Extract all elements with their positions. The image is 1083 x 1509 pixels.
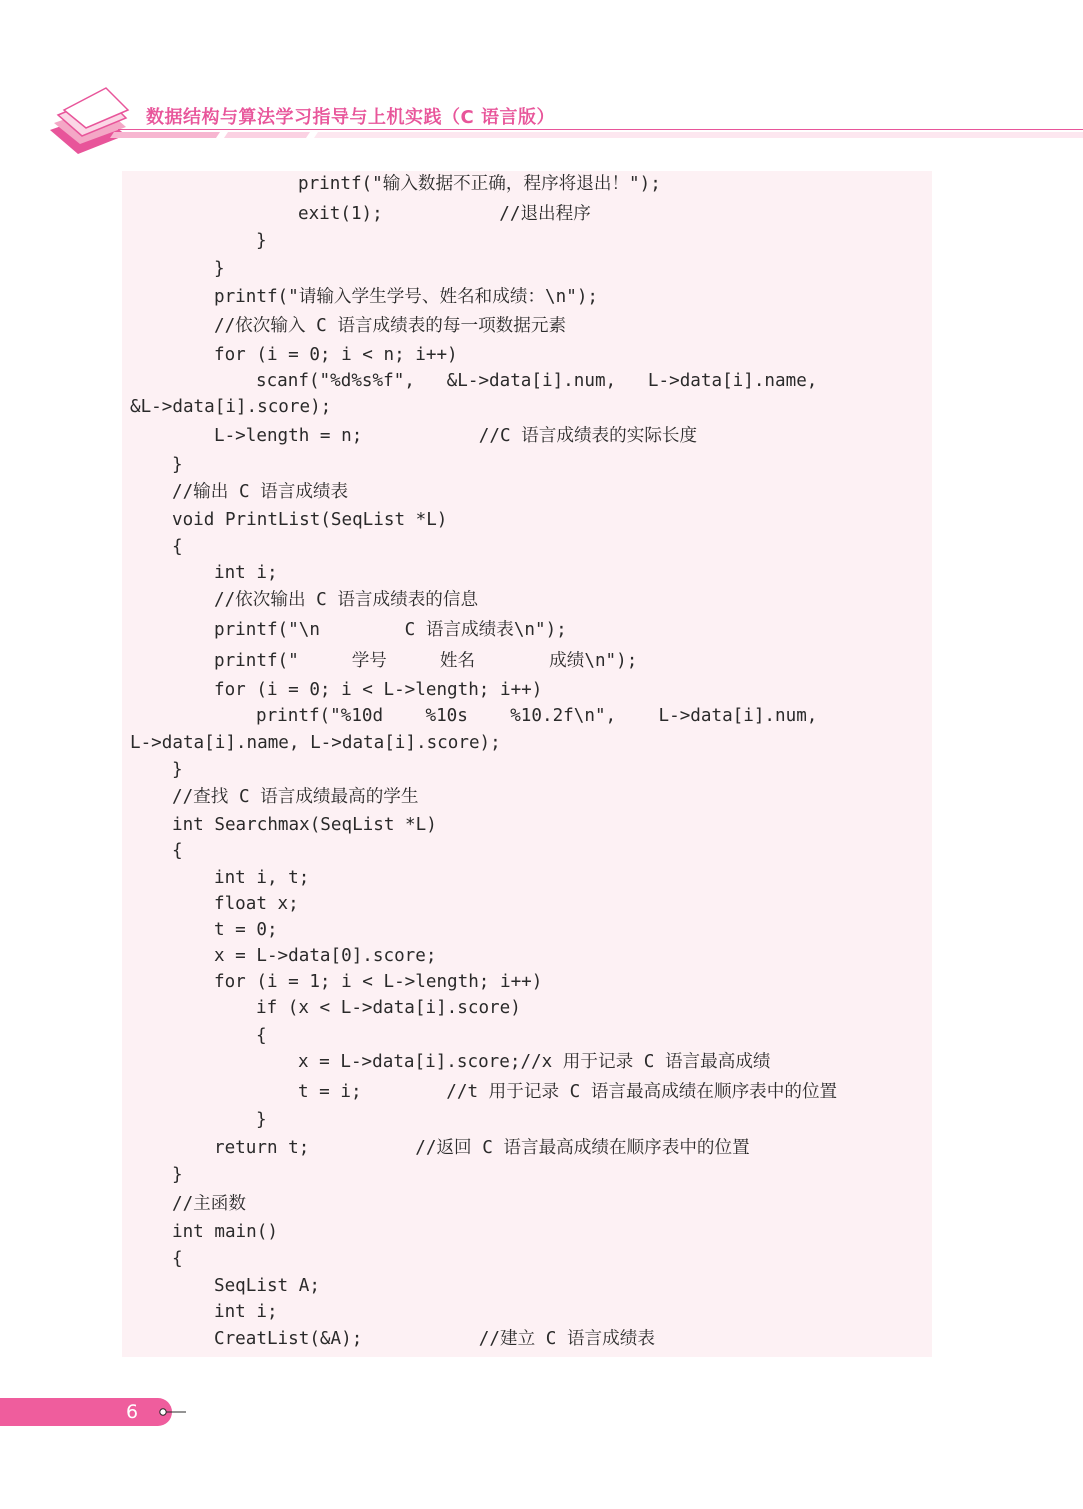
code-line: float x; bbox=[214, 894, 299, 914]
code-line: t = 0; bbox=[214, 920, 278, 940]
running-header bbox=[0, 80, 1083, 160]
book-title: 数据结构与算法学习指导与上机实践（C 语言版） bbox=[146, 107, 555, 128]
code-line: t = i; //t 用于记录 C 语言最高成绩在顺序表中的位置 bbox=[298, 1082, 838, 1102]
code-line: { bbox=[172, 1249, 183, 1269]
code-line: { bbox=[172, 841, 183, 861]
code-line: printf("\n C 语言成绩表\n"); bbox=[214, 620, 567, 640]
code-line: //主函数 bbox=[172, 1194, 246, 1214]
code-line: int main() bbox=[172, 1222, 278, 1242]
code-line: x = L->data[i].score;//x 用于记录 C 语言最高成绩 bbox=[298, 1052, 771, 1072]
code-line: return t; //返回 C 语言最高成绩在顺序表中的位置 bbox=[214, 1138, 750, 1158]
code-line: CreatList(&A); //建立 C 语言成绩表 bbox=[214, 1329, 655, 1349]
code-line: } bbox=[172, 455, 183, 475]
code-line: int Searchmax(SeqList *L) bbox=[172, 815, 437, 835]
code-line: //依次输出 C 语言成绩表的信息 bbox=[214, 590, 479, 610]
code-line: scanf("%d%s%f", &L->data[i].num, L->data[i].name, bbox=[256, 371, 818, 391]
code-line: int i, t; bbox=[214, 868, 310, 888]
code-line: L->data[i].name, L->data[i].score); bbox=[130, 733, 501, 753]
code-line: int i; bbox=[214, 1302, 278, 1322]
code-line: &L->data[i].score); bbox=[130, 397, 332, 417]
code-line: L->length = n; //C 语言成绩表的实际长度 bbox=[214, 426, 698, 446]
code-line: for (i = 0; i < n; i++) bbox=[214, 345, 458, 365]
code-line: for (i = 0; i < L->length; i++) bbox=[214, 680, 543, 700]
code-line: printf("%10d %10s %10.2f\n", L->data[i].num, bbox=[256, 706, 818, 726]
code-line: //输出 C 语言成绩表 bbox=[172, 482, 349, 502]
code-line: } bbox=[256, 231, 267, 251]
code-line: SeqList A; bbox=[214, 1276, 320, 1296]
header-stripes bbox=[110, 132, 1083, 138]
code-line: //查找 C 语言成绩最高的学生 bbox=[172, 787, 419, 807]
page-number: 6 bbox=[126, 1401, 139, 1423]
code-line: void PrintList(SeqList *L) bbox=[172, 510, 448, 530]
header-rule bbox=[118, 129, 1083, 130]
stacked-books-icon bbox=[44, 80, 154, 160]
code-line: { bbox=[172, 537, 183, 557]
code-line: } bbox=[172, 760, 183, 780]
page-pointer-icon bbox=[158, 1404, 190, 1420]
code-line: x = L->data[0].score; bbox=[214, 946, 437, 966]
page-number-tab bbox=[0, 1398, 172, 1426]
code-line: if (x < L->data[i].score) bbox=[256, 998, 521, 1018]
code-line: printf("请输入学生学号、姓名和成绩：\n"); bbox=[214, 287, 599, 307]
code-listing bbox=[122, 171, 932, 1357]
code-line: } bbox=[214, 259, 225, 279]
code-line: printf(" 学号 姓名 成绩\n"); bbox=[214, 651, 638, 671]
code-line: exit(1); //退出程序 bbox=[298, 204, 591, 224]
code-line: //依次输入 C 语言成绩表的每一项数据元素 bbox=[214, 316, 567, 336]
code-line: printf("输入数据不正确，程序将退出！"); bbox=[298, 174, 661, 194]
code-line: } bbox=[172, 1165, 183, 1185]
code-line: { bbox=[256, 1026, 267, 1046]
code-line: int i; bbox=[214, 563, 278, 583]
code-line: for (i = 1; i < L->length; i++) bbox=[214, 972, 543, 992]
code-line: } bbox=[256, 1110, 267, 1130]
